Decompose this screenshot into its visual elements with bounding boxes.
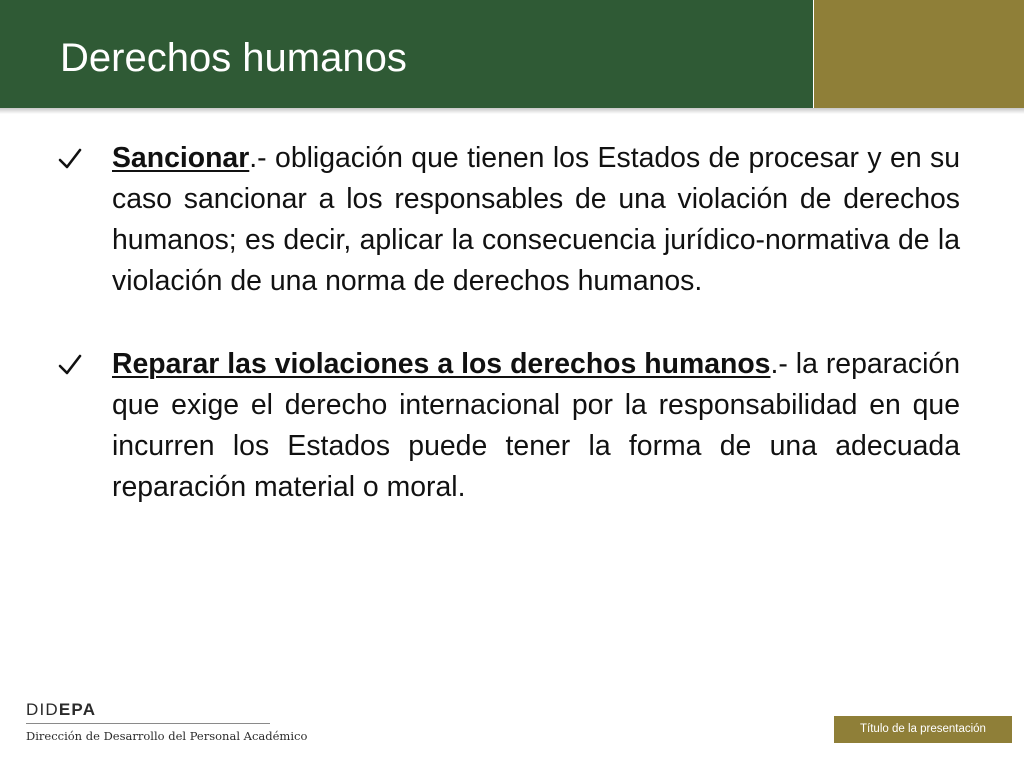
check-icon xyxy=(58,138,112,180)
bullet-item-sancionar xyxy=(58,138,960,302)
bullet-body: .- la reparación que exige el derecho internacional por la responsabilidad en que incurren los Estados puede tener la forma de una adecuada reparación material o moral. xyxy=(112,348,960,503)
bullet-term: Sancionar xyxy=(112,142,250,174)
bullet-text xyxy=(112,138,960,302)
bullet-item-reparar xyxy=(58,344,960,508)
logo-subtitle: Dirección de Desarrollo del Personal Académico xyxy=(26,729,308,743)
bullet-text xyxy=(112,344,960,508)
presentation-title-tag: Título de la presentación xyxy=(834,716,1012,743)
logo-wordmark xyxy=(26,700,270,720)
slide-title: Derechos humanos xyxy=(60,36,407,80)
logo-bold-text: EPA xyxy=(58,700,97,719)
header-shadow xyxy=(0,108,1024,114)
header-accent-block xyxy=(814,0,1024,108)
bullet-list xyxy=(58,138,960,508)
logo-light-text: DID xyxy=(26,700,59,719)
logo-divider xyxy=(26,723,270,724)
check-icon xyxy=(58,344,112,386)
bullet-term: Reparar las violaciones a los derechos humanos xyxy=(112,348,771,380)
didepa-logo xyxy=(26,700,308,743)
bullet-body: .- obligación que tienen los Estados de procesar y en su caso sancionar a los responsables de una violación de derechos humanos; es decir, aplicar la consecuencia jurídico-normativa de la violación de una norma de derechos humanos. xyxy=(112,142,960,297)
